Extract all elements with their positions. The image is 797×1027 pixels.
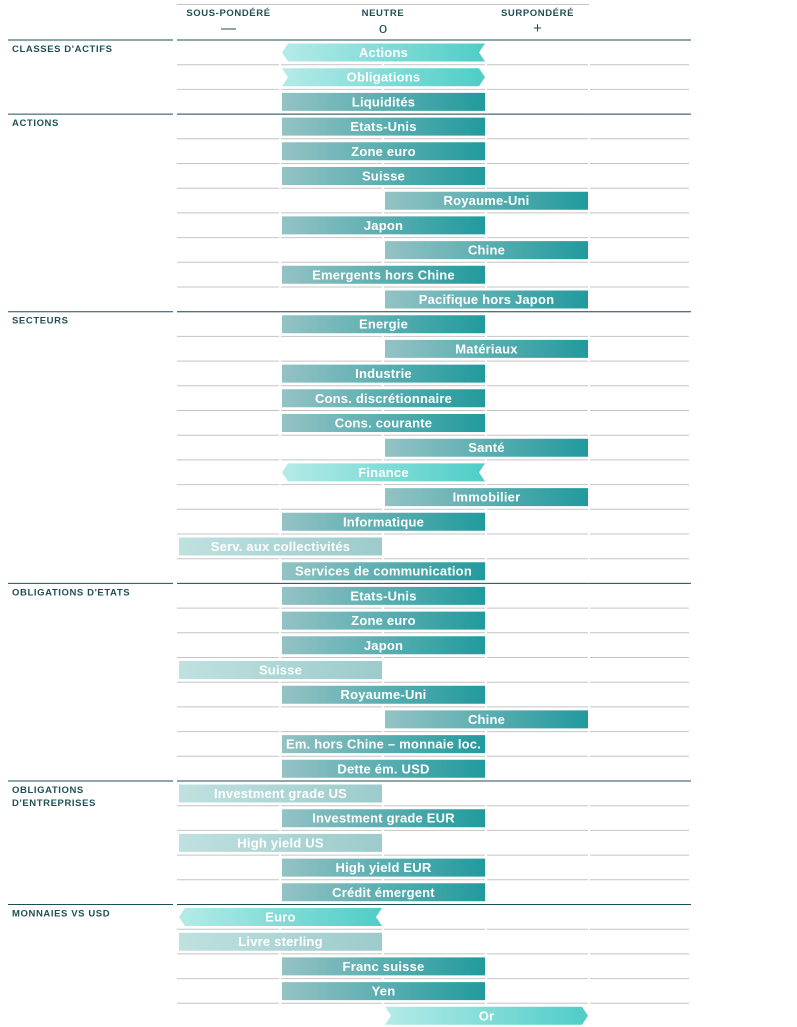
bar-label: Energie — [358, 316, 409, 332]
bar-label: Investment grade US — [213, 786, 348, 801]
bar-label: Suisse — [361, 168, 406, 184]
scale-header-label: SOUS-PONDÉRÉ — [186, 8, 271, 19]
bar-label: Or — [478, 1008, 495, 1024]
bar-label: Cons. discrétionnaire — [314, 390, 453, 406]
scale-header-label: NEUTRE — [361, 8, 405, 19]
bar-label: Santé — [468, 440, 505, 456]
section-title: D'ENTREPRISES — [12, 798, 96, 809]
bar-label: Investment grade EUR — [312, 810, 455, 826]
scale-header-symbol: — — [221, 20, 236, 37]
bar-label: Serv. aux collectivités — [210, 539, 351, 554]
bar-label: Euro — [265, 909, 296, 925]
section-title: SECTEURS — [12, 315, 69, 327]
bar-label: Livre sterling — [238, 934, 323, 950]
bar-label: Chine — [467, 711, 506, 727]
bar-label: Yen — [371, 983, 396, 999]
bar-label: Actions — [358, 45, 409, 60]
bar-label: Informatique — [342, 514, 425, 530]
bar-label: Em. hors Chine – monnaie loc. — [285, 736, 482, 752]
bar-label: Immobilier — [452, 489, 521, 505]
bar-label: Finance — [358, 464, 409, 480]
bar-label: Matériaux — [455, 341, 518, 357]
bar-label: Crédit émergent — [332, 884, 435, 900]
bar-label: Etats-Unis — [350, 119, 417, 135]
bar-label: Royaume-Uni — [443, 193, 530, 209]
bar-label: High yield US — [237, 835, 324, 851]
bar-label: Franc suisse — [342, 958, 425, 974]
bar-label: Industrie — [355, 366, 412, 382]
bar-label: Liquidités — [351, 94, 416, 110]
bar-label: Suisse — [258, 662, 303, 678]
scale-header-symbol: + — [533, 20, 542, 37]
bar-label: Japon — [363, 637, 404, 653]
bar-label: Etats-Unis — [350, 588, 417, 604]
section-title: MONNAIES VS USD — [12, 908, 111, 920]
bar-label: Royaume-Uni — [340, 687, 427, 703]
bar-label: Cons. courante — [334, 415, 433, 431]
scale-header — [186, 8, 574, 37]
bar-label: High yield EUR — [335, 860, 432, 876]
bar-label: Emergents hors Chine — [312, 267, 455, 283]
bar-label: Zone euro — [351, 143, 416, 159]
section-title: OBLIGATIONS D'ETATS — [12, 587, 131, 599]
bar-label: Chine — [467, 242, 506, 258]
section-title: ACTIONS — [12, 118, 59, 130]
bar-label: Services de communication — [295, 563, 472, 579]
bar-label: Obligations — [346, 69, 421, 85]
scale-header-label: SURPONDÉRÉ — [500, 8, 575, 19]
scale-header-symbol: o — [378, 20, 388, 37]
bar-label: Dette ém. USD — [337, 761, 430, 777]
bar-label: Pacifique hors Japon — [418, 292, 555, 307]
bar-label: Japon — [363, 217, 404, 233]
section-title: CLASSES D'ACTIFS — [12, 44, 113, 55]
bar-label: Zone euro — [351, 613, 416, 629]
section-title: OBLIGATIONS — [12, 785, 84, 796]
